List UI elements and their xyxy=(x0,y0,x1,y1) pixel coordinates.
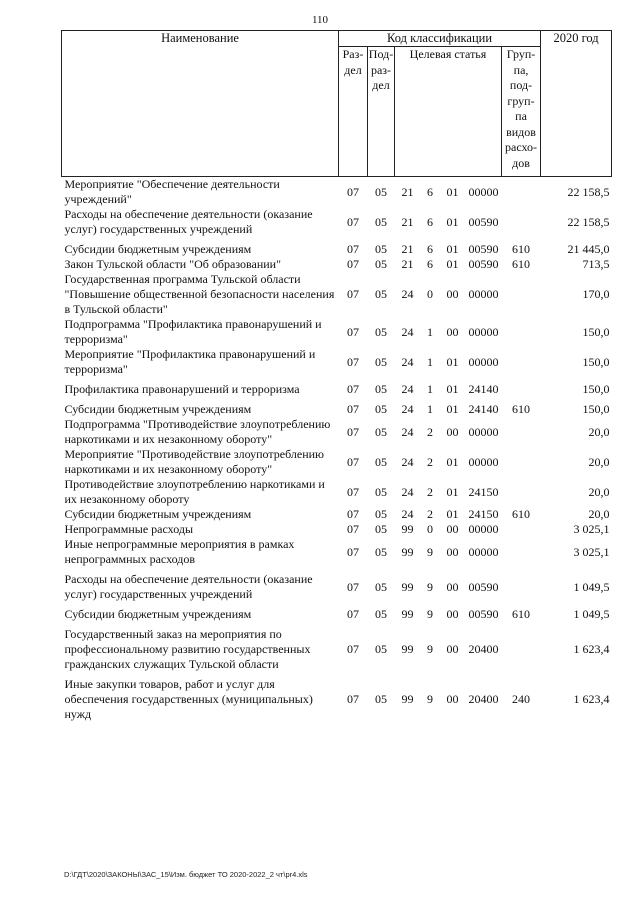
row-target-program: 21 xyxy=(401,184,414,199)
row-target-direction: 24150 xyxy=(468,507,499,521)
header-classification: Код классификации xyxy=(339,31,541,47)
row-section: 07 xyxy=(347,642,359,656)
row-target-program: 99 xyxy=(401,692,414,706)
row-amount: 22 158,5 xyxy=(567,214,610,229)
row-target-event: 01 xyxy=(446,382,459,396)
row-expense-group xyxy=(502,572,541,602)
row-target-direction: 20400 xyxy=(468,642,499,656)
row-target-subprogram: 0 xyxy=(427,522,433,536)
row-target-event: 00 xyxy=(446,579,459,594)
row-expense-group xyxy=(502,177,541,208)
row-name: Государственная программа Тульской области "Повышение общественной безопасности населения в Тульской области" xyxy=(64,272,335,316)
table-row xyxy=(62,347,612,377)
row-expense-group xyxy=(502,477,541,507)
row-target-program: 99 xyxy=(401,607,414,621)
row-section: 07 xyxy=(347,242,359,256)
row-subsection: 05 xyxy=(375,607,387,621)
row-target-subprogram: 2 xyxy=(427,424,433,439)
row-expense-group xyxy=(502,537,541,567)
row-target-direction: 20400 xyxy=(468,692,499,706)
row-subsection: 05 xyxy=(375,324,387,339)
row-target-subprogram: 6 xyxy=(427,214,433,229)
row-expense-group xyxy=(502,522,541,537)
row-name: Субсидии бюджетным учреждениям xyxy=(64,402,252,416)
row-name: Субсидии бюджетным учреждениям xyxy=(64,607,252,621)
row-name: Непрограммные расходы xyxy=(64,522,194,536)
row-target-direction: 00590 xyxy=(468,242,499,256)
row-target-direction: 00000 xyxy=(468,184,499,199)
row-target-direction: 00000 xyxy=(468,324,499,339)
row-amount: 170,0 xyxy=(582,287,610,301)
row-target-program: 99 xyxy=(401,544,414,559)
row-subsection: 05 xyxy=(375,424,387,439)
row-name: Мероприятие "Противодействие злоупотреблению наркотиками и их незаконному обороту" xyxy=(64,447,325,476)
row-target-event: 00 xyxy=(446,424,459,439)
table-row xyxy=(62,207,612,237)
row-amount: 713,5 xyxy=(582,257,610,271)
row-target-subprogram: 9 xyxy=(427,692,433,706)
row-target-direction: 00000 xyxy=(468,522,499,536)
row-subsection: 05 xyxy=(375,642,387,656)
row-name: Противодействие злоупотреблению наркотиками и их незаконному обороту xyxy=(64,477,325,506)
row-subsection: 05 xyxy=(375,382,387,396)
row-expense-group xyxy=(502,417,541,447)
row-section: 07 xyxy=(347,324,359,339)
row-expense-group: 240 xyxy=(512,692,531,706)
row-target-program: 24 xyxy=(401,507,414,521)
row-expense-group xyxy=(502,317,541,347)
budget-table xyxy=(61,30,612,722)
row-section: 07 xyxy=(347,402,359,416)
row-amount: 1 623,4 xyxy=(573,642,610,656)
row-name: Государственный заказ на мероприятия по профессиональному развитию государственных гражданских служащих Тульской области xyxy=(64,627,311,671)
row-target-subprogram: 9 xyxy=(427,607,433,621)
row-target-event: 01 xyxy=(446,214,459,229)
row-target-event: 01 xyxy=(446,507,459,521)
row-name: Иные непрограммные мероприятия в рамках непрограммных расходов xyxy=(64,537,295,566)
row-name: Мероприятие "Обеспечение деятельности учреждений" xyxy=(64,177,280,206)
row-subsection: 05 xyxy=(375,214,387,229)
row-subsection: 05 xyxy=(375,402,387,416)
table-row xyxy=(62,257,612,272)
row-expense-group xyxy=(502,447,541,477)
row-target-direction: 00000 xyxy=(468,287,499,301)
row-amount: 22 158,5 xyxy=(567,184,610,199)
table-row xyxy=(62,507,612,522)
row-target-direction: 00000 xyxy=(468,544,499,559)
row-target-subprogram: 2 xyxy=(427,484,433,499)
row-target-direction: 00590 xyxy=(468,579,499,594)
row-target-event: 01 xyxy=(446,454,459,469)
row-target-program: 24 xyxy=(401,382,414,396)
table-row xyxy=(62,607,612,622)
row-target-event: 01 xyxy=(446,402,459,416)
row-subsection: 05 xyxy=(375,354,387,369)
row-name: Субсидии бюджетным учреждениям xyxy=(64,242,252,256)
row-target-program: 24 xyxy=(401,484,414,499)
row-subsection: 05 xyxy=(375,544,387,559)
row-target-direction: 00000 xyxy=(468,424,499,439)
row-target-subprogram: 6 xyxy=(427,257,433,271)
table-row xyxy=(62,522,612,537)
row-amount: 3 025,1 xyxy=(573,544,610,559)
table-row xyxy=(62,242,612,257)
row-target-event: 00 xyxy=(446,607,459,621)
row-section: 07 xyxy=(347,544,359,559)
row-expense-group: 610 xyxy=(512,242,531,256)
row-target-subprogram: 9 xyxy=(427,642,433,656)
row-name: Расходы на обеспечение деятельности (оказание услуг) государственных учреждений xyxy=(64,207,313,236)
row-target-program: 24 xyxy=(401,454,414,469)
table-row xyxy=(62,417,612,447)
row-section: 07 xyxy=(347,607,359,621)
row-target-program: 99 xyxy=(401,642,414,656)
row-subsection: 05 xyxy=(375,257,387,271)
table-row xyxy=(62,447,612,477)
row-target-event: 00 xyxy=(446,287,459,301)
row-subsection: 05 xyxy=(375,454,387,469)
row-amount: 20,0 xyxy=(588,454,610,469)
row-section: 07 xyxy=(347,579,359,594)
row-amount: 20,0 xyxy=(588,424,610,439)
row-subsection: 05 xyxy=(375,484,387,499)
table-row xyxy=(62,382,612,397)
row-expense-group xyxy=(502,382,541,397)
row-target-event: 01 xyxy=(446,257,459,271)
row-target-event: 01 xyxy=(446,354,459,369)
row-section: 07 xyxy=(347,424,359,439)
row-target-event: 00 xyxy=(446,522,459,536)
header-year: 2020 год xyxy=(541,31,612,177)
table-row xyxy=(62,677,612,722)
header-name: Наименование xyxy=(62,31,339,177)
row-target-subprogram: 2 xyxy=(427,454,433,469)
row-target-program: 24 xyxy=(401,324,414,339)
header-subsection: Под-раз-дел xyxy=(368,47,395,177)
row-subsection: 05 xyxy=(375,242,387,256)
table-row xyxy=(62,537,612,567)
row-amount: 1 623,4 xyxy=(573,692,610,706)
row-target-direction: 00590 xyxy=(468,214,499,229)
row-target-event: 00 xyxy=(446,642,459,656)
row-target-subprogram: 1 xyxy=(427,354,433,369)
row-name: Мероприятие "Профилактика правонарушений и терроризма" xyxy=(64,347,316,376)
row-target-program: 24 xyxy=(401,402,414,416)
row-target-program: 21 xyxy=(401,257,414,271)
row-target-direction: 00000 xyxy=(468,354,499,369)
row-target-event: 01 xyxy=(446,184,459,199)
row-section: 07 xyxy=(347,507,359,521)
row-target-direction: 24140 xyxy=(468,402,499,416)
row-subsection: 05 xyxy=(375,692,387,706)
row-expense-group: 610 xyxy=(512,607,531,621)
row-subsection: 05 xyxy=(375,507,387,521)
table-row xyxy=(62,402,612,417)
row-section: 07 xyxy=(347,354,359,369)
table-row xyxy=(62,572,612,602)
row-target-direction: 24140 xyxy=(468,382,499,396)
row-target-subprogram: 1 xyxy=(427,324,433,339)
row-section: 07 xyxy=(347,692,359,706)
row-name: Субсидии бюджетным учреждениям xyxy=(64,507,252,521)
page-number: 110 xyxy=(311,14,329,26)
table-row xyxy=(62,317,612,347)
row-section: 07 xyxy=(347,184,359,199)
row-target-program: 24 xyxy=(401,287,414,301)
row-amount: 1 049,5 xyxy=(573,607,610,621)
row-amount: 21 445,0 xyxy=(567,242,610,256)
row-expense-group: 610 xyxy=(512,257,531,271)
row-section: 07 xyxy=(347,454,359,469)
row-section: 07 xyxy=(347,382,359,396)
row-name: Подпрограмма "Профилактика правонарушений и терроризма" xyxy=(64,317,322,346)
row-target-event: 00 xyxy=(446,324,459,339)
table-row xyxy=(62,627,612,672)
row-target-event: 00 xyxy=(446,692,459,706)
row-amount: 150,0 xyxy=(582,354,610,369)
row-expense-group xyxy=(502,627,541,672)
row-target-program: 99 xyxy=(401,579,414,594)
table-row xyxy=(62,177,612,208)
row-target-event: 00 xyxy=(446,544,459,559)
header-target-article: Целевая статья xyxy=(395,47,502,177)
row-target-subprogram: 2 xyxy=(427,507,433,521)
table-row xyxy=(62,477,612,507)
row-target-event: 01 xyxy=(446,484,459,499)
row-target-program: 24 xyxy=(401,424,414,439)
table-body xyxy=(62,177,612,723)
row-section: 07 xyxy=(347,484,359,499)
row-target-direction: 24150 xyxy=(468,484,499,499)
row-target-direction: 00590 xyxy=(468,607,499,621)
row-name: Расходы на обеспечение деятельности (оказание услуг) государственных учреждений xyxy=(64,572,313,601)
row-amount: 3 025,1 xyxy=(573,522,610,536)
row-target-subprogram: 9 xyxy=(427,544,433,559)
row-target-program: 21 xyxy=(401,242,414,256)
header-expense-group: Груп-па, под-груп-па видов расхо-дов xyxy=(502,47,541,177)
row-target-event: 01 xyxy=(446,242,459,256)
row-amount: 1 049,5 xyxy=(573,579,610,594)
row-subsection: 05 xyxy=(375,287,387,301)
row-expense-group xyxy=(502,207,541,237)
row-section: 07 xyxy=(347,257,359,271)
row-target-subprogram: 6 xyxy=(427,184,433,199)
row-target-subprogram: 1 xyxy=(427,402,433,416)
row-amount: 20,0 xyxy=(588,484,610,499)
row-amount: 150,0 xyxy=(582,324,610,339)
row-name: Закон Тульской области "Об образовании" xyxy=(64,257,281,271)
row-section: 07 xyxy=(347,287,359,301)
row-amount: 20,0 xyxy=(588,507,610,521)
row-expense-group xyxy=(502,347,541,377)
row-target-subprogram: 1 xyxy=(427,382,433,396)
header-section: Раз-дел xyxy=(339,47,368,177)
row-target-subprogram: 6 xyxy=(427,242,433,256)
row-target-program: 21 xyxy=(401,214,414,229)
footer-file-path: D:\ГДТ\2020\ЗАКОНЫ\ЗАС_15\Изм. бюджет ТО 2020-2022_2 чт\pr4.xls xyxy=(64,870,308,879)
row-name: Профилактика правонарушений и терроризма xyxy=(64,382,300,396)
row-expense-group xyxy=(502,272,541,317)
row-section: 07 xyxy=(347,214,359,229)
row-section: 07 xyxy=(347,522,359,536)
row-amount: 150,0 xyxy=(582,382,610,396)
table-row xyxy=(62,272,612,317)
row-target-direction: 00590 xyxy=(468,257,499,271)
row-target-program: 24 xyxy=(401,354,414,369)
row-expense-group: 610 xyxy=(512,402,531,416)
row-target-subprogram: 0 xyxy=(427,287,433,301)
row-amount: 150,0 xyxy=(582,402,610,416)
row-name: Иные закупки товаров, работ и услуг для обеспечения государственных (муниципальных) нужд xyxy=(64,677,313,721)
row-expense-group: 610 xyxy=(512,507,531,521)
row-name: Подпрограмма "Противодействие злоупотреблению наркотиками и их незаконному обороту" xyxy=(64,417,331,446)
row-subsection: 05 xyxy=(375,184,387,199)
row-subsection: 05 xyxy=(375,522,387,536)
row-target-program: 99 xyxy=(401,522,414,536)
row-target-subprogram: 9 xyxy=(427,579,433,594)
row-target-direction: 00000 xyxy=(468,454,499,469)
row-subsection: 05 xyxy=(375,579,387,594)
